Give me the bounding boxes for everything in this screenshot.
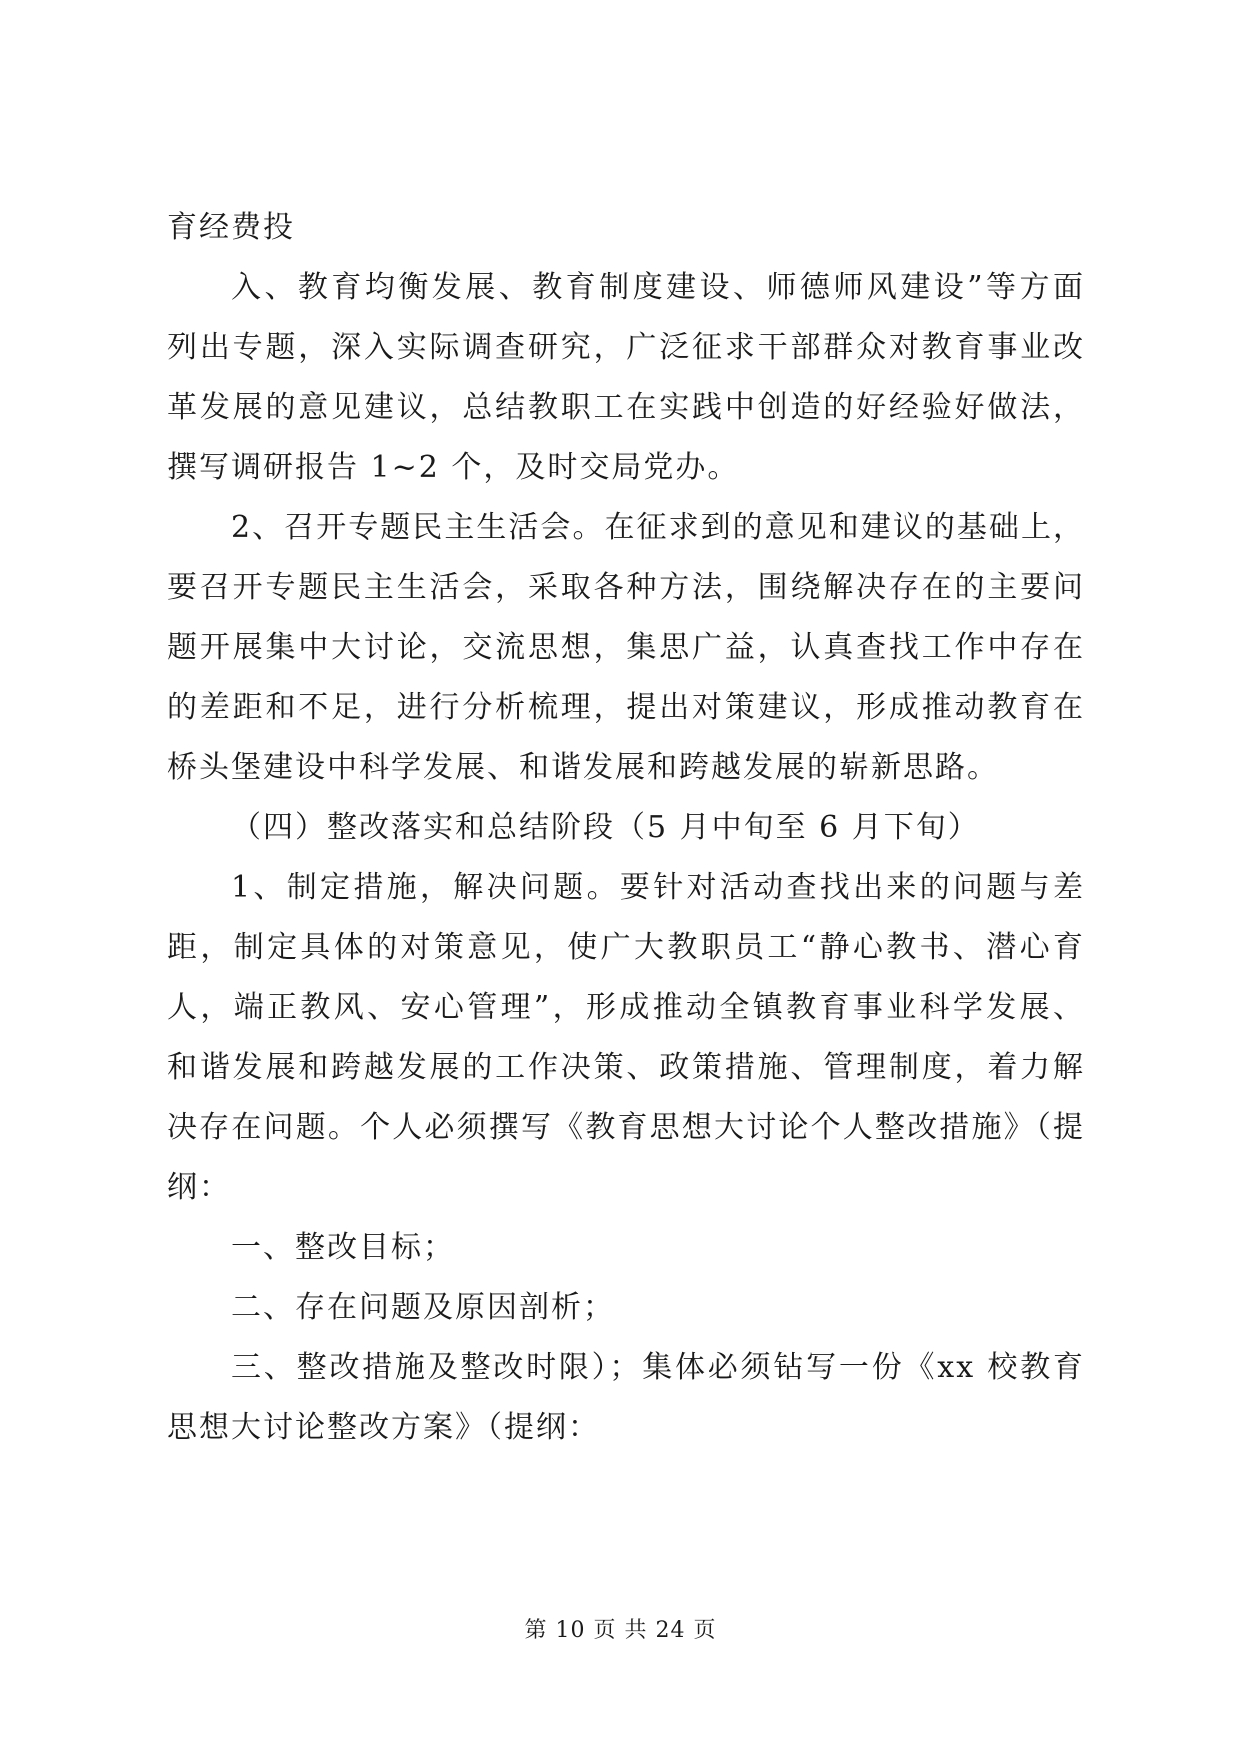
section-heading: （四）整改落实和总结阶段（5 月中旬至 6 月下旬） [231, 810, 980, 845]
text-line: 2、召开专题民主生活会。在征求到的意见和建议的基础上， [231, 510, 1085, 545]
text-line: 的差距和不足，进行分析梳理，提出对策建议，形成推动教育在 [167, 690, 1085, 725]
text-line: 思想大讨论整改方案》（提纲： [167, 1410, 600, 1445]
text-line: 人，端正教风、安心管理”，形成推动全镇教育事业科学发展、 [167, 990, 1085, 1025]
text-line: 革发展的意见建议，总结教职工在实践中创造的好经验好做法， [167, 390, 1085, 425]
text-line: 题开展集中大讨论，交流思想，集思广益，认真查找工作中存在 [167, 630, 1085, 665]
text-line: 入、教育均衡发展、教育制度建设、师德师风建设”等方面 [231, 270, 1085, 305]
text-line: 纲： [167, 1170, 231, 1205]
list-item: 三、整改措施及整改时限）；集体必须钻写一份《xx 校教育 [231, 1350, 1085, 1385]
page-footer: 第 10 页 共 24 页 [524, 1618, 717, 1643]
list-item: 一、整改目标； [231, 1230, 455, 1265]
text-line: 桥头堡建设中科学发展、和谐发展和跨越发展的崭新思路。 [167, 750, 999, 785]
text-line: 撰写调研报告 1~2 个，及时交局党办。 [167, 450, 740, 485]
text-line: 要召开专题民主生活会，采取各种方法，围绕解决存在的主要问 [167, 570, 1085, 605]
text-line: 育经费投 [167, 210, 295, 245]
text-line: 1、制定措施，解决问题。要针对活动查找出来的问题与差 [231, 870, 1085, 905]
text-line: 列出专题，深入实际调查研究，广泛征求干部群众对教育事业改 [167, 330, 1085, 365]
text-line: 距，制定具体的对策意见，使广大教职员工“静心教书、潜心育 [167, 930, 1085, 965]
text-line: 和谐发展和跨越发展的工作决策、政策措施、管理制度，着力解 [167, 1050, 1085, 1085]
list-item: 二、存在问题及原因剖析； [231, 1290, 615, 1325]
text-line: 决存在问题。个人必须撰写《教育思想大讨论个人整改措施》（提 [167, 1110, 1085, 1145]
